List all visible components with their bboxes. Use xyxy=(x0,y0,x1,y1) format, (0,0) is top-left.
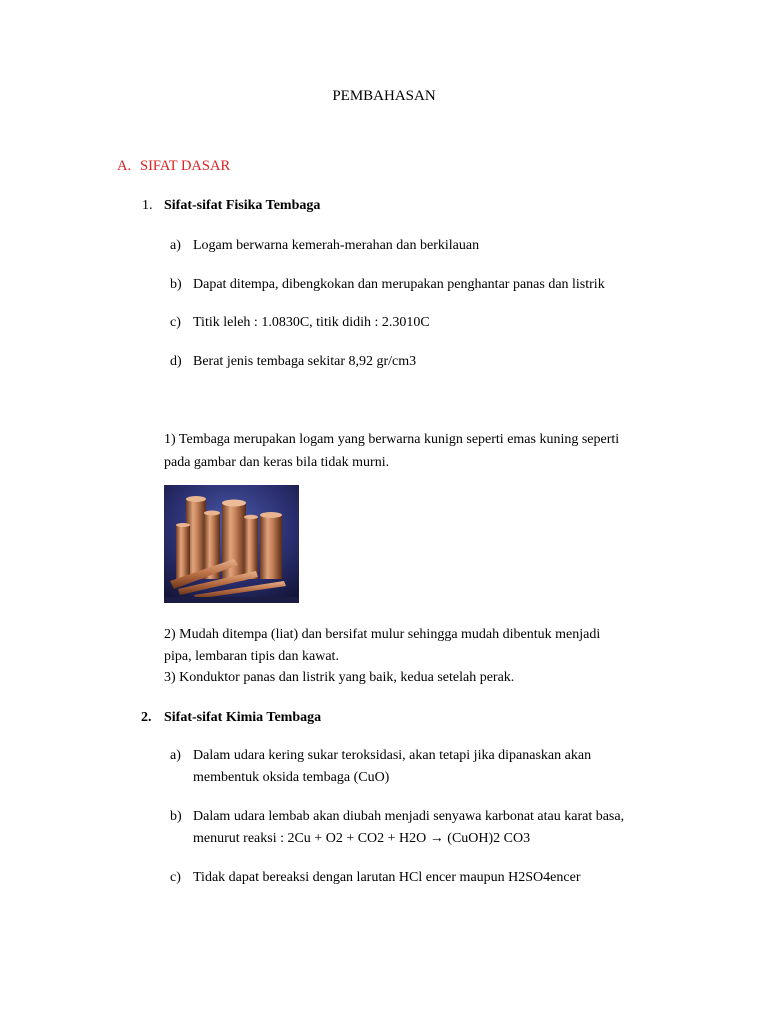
paragraph-line: 1) Tembaga merupakan logam yang berwarna kunign seperti emas kuning seperti xyxy=(164,432,620,447)
point-marker: c) xyxy=(170,315,181,330)
item-heading: Sifat-sifat Kimia Tembaga xyxy=(164,710,322,725)
item-number: 2. xyxy=(141,710,152,725)
item-number: 1. xyxy=(142,198,153,213)
point-marker: a) xyxy=(170,748,181,763)
point-text: Titik leleh : 1.0830C, titik didih : 2.3010C xyxy=(193,315,430,330)
point-text: menurut reaksi : 2Cu + O2 + CO2 + H2O → (CuOH)2 CO3 xyxy=(193,831,531,846)
point-marker: b) xyxy=(170,809,182,824)
point-marker: a) xyxy=(170,238,181,253)
item-heading: Sifat-sifat Fisika Tembaga xyxy=(164,198,321,213)
page-title: PEMBAHASAN xyxy=(332,88,436,104)
paragraph-line: pada gambar dan keras bila tidak murni. xyxy=(164,455,390,470)
point-text: Dalam udara kering sukar teroksidasi, akan tetapi jika dipanaskan akan xyxy=(193,748,592,763)
copper-rods-photo xyxy=(164,485,299,603)
point-text: Tidak dapat bereaksi dengan larutan HCl encer maupun H2SO4encer xyxy=(193,870,581,885)
paragraph-3: 3) Konduktor panas dan listrik yang baik, kedua setelah perak. xyxy=(164,670,515,685)
section-marker: A. xyxy=(117,158,132,174)
point-marker: d) xyxy=(170,354,182,369)
point-text: Dapat ditempa, dibengkokan dan merupakan penghantar panas dan listrik xyxy=(193,277,605,292)
paragraph-line: 2) Mudah ditempa (liat) dan bersifat mulur sehingga mudah dibentuk menjadi xyxy=(164,627,601,642)
point-marker: c) xyxy=(170,870,181,885)
paragraph-line: pipa, lembaran tipis dan kawat. xyxy=(164,649,339,664)
point-text: Dalam udara lembab akan diubah menjadi senyawa karbonat atau karat basa, xyxy=(193,809,625,824)
point-text: Logam berwarna kemerah-merahan dan berkilauan xyxy=(193,238,480,253)
point-text: Berat jenis tembaga sekitar 8,92 gr/cm3 xyxy=(193,354,417,369)
point-marker: b) xyxy=(170,277,182,292)
section-label: SIFAT DASAR xyxy=(140,158,231,174)
point-text: membentuk oksida tembaga (CuO) xyxy=(193,770,390,785)
